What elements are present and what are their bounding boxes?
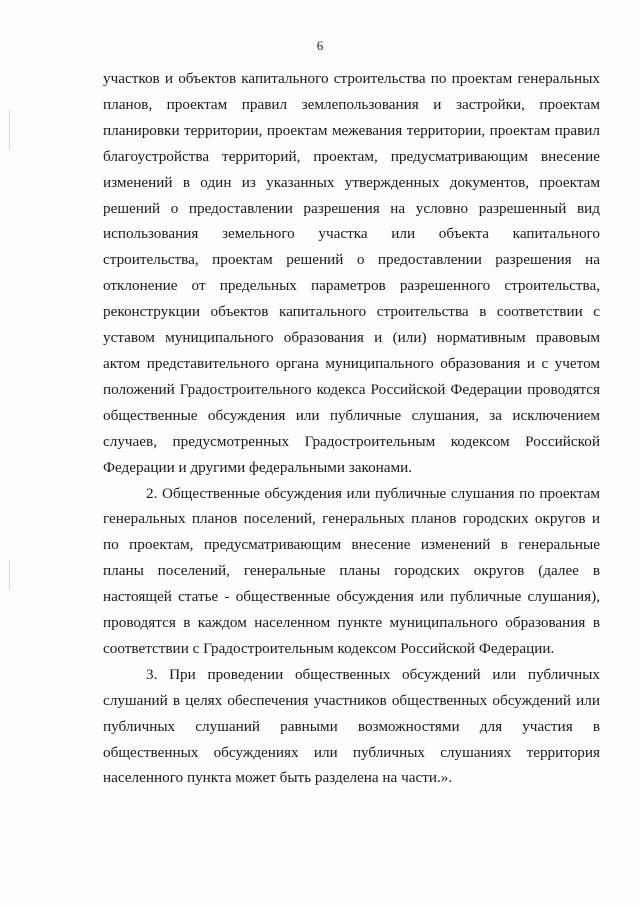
paragraph-continuation: участков и объектов капитального строительства по проектам генеральных планов, проектам правил землепользования и застройки, проектам планировки территории, проектам межевания территории, проектам правил благоустройства территорий, проектам, предусматривающим внесение изменений в один из указанных утвержденных документов, проектам решений о предоставлении разрешения на условно разрешенный вид использования земельного участка или объекта капитального строительства, проектам решений о предоставлении разрешения на отклонение от предельных параметров разрешенного строительства, реконструкции объектов капитального строительства в соответствии с уставом муниципального образования и (или) нормативным правовым актом представительного органа муниципального образования и с учетом положений Градостроительного кодекса Российской Федерации проводятся общественные обсуждения или публичные слушания, за исключением случаев, предусмотренных Градостроительным кодексом Российской Федерации и другими федеральными законами. bbox=[103, 70, 600, 476]
document-body bbox=[103, 66, 600, 791]
paragraph-clause-3: 3. При проведении общественных обсуждений или публичных слушаний в целях обеспечения участников общественных обсуждений или публичных слушаний равными возможностями для участия в общественных обсуждениях или публичных слушаниях территория населенного пункта может быть разделена на части.». bbox=[103, 665, 600, 787]
scan-edge-mark bbox=[9, 110, 10, 150]
page-number: 6 bbox=[316, 38, 324, 53]
scan-edge-mark bbox=[9, 560, 10, 590]
paragraph-clause-2: 2. Общественные обсуждения или публичные слушания по проектам генеральных планов поселений, генеральных планов городских округов и по проектам, предусматривающим внесение изменений в генеральные планы поселений, генеральные планы городских округов (далее в настоящей статье - общественные обсуждения или публичные слушания), проводятся в каждом населенном пункте муниципального образования в соответствии с Градостроительным кодексом Российской Федерации. bbox=[103, 484, 600, 657]
